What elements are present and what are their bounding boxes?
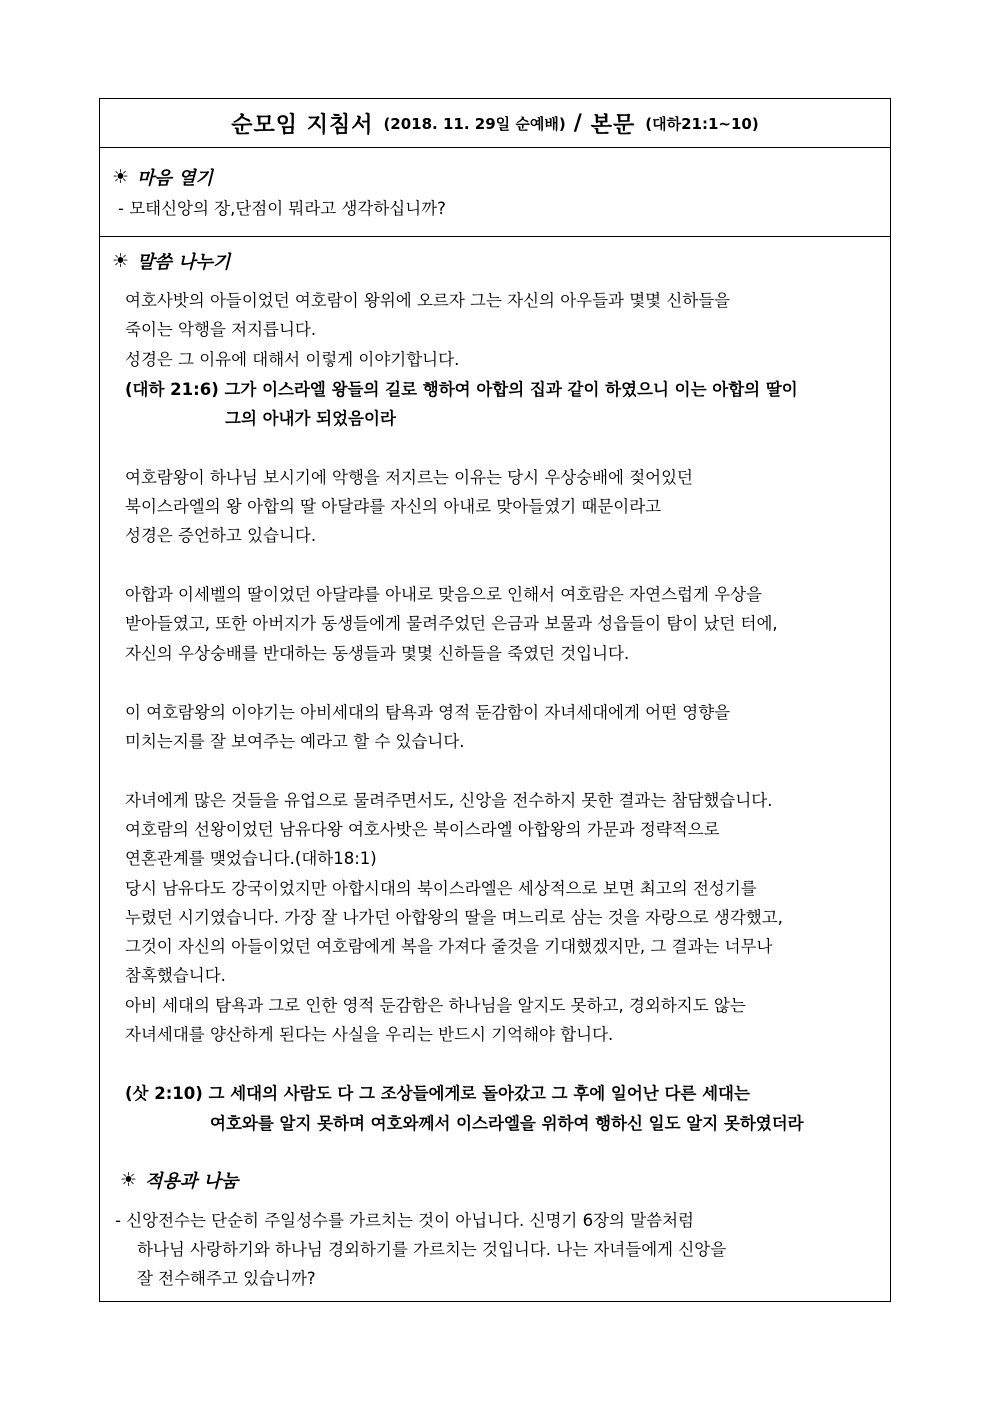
word-heading	[112, 248, 230, 274]
word-p1-line: 성경은 그 이유에 대해서 이렇게 이야기합니다.	[125, 350, 460, 369]
word-p5-line: 아비 세대의 탐욕과 그로 인한 영적 둔감함은 하나님을 알지도 못하고, 경외하지도 않는	[125, 996, 746, 1015]
title-date: (2018. 11. 29일 순예배)	[383, 114, 566, 133]
scripture-quote-1: (대하 21:6) 그가 이스라엘 왕들의 길로 행하여 아합의 집과 같이 하였으니 이는 아합의 딸이	[125, 380, 798, 399]
word-p5-line: 당시 남유다도 강국이었지만 아합시대의 북이스라엘은 세상적으로 보면 최고의 전성기를	[125, 879, 757, 898]
scripture-quote-2: (삿 2:10) 그 세대의 사람도 다 그 조상들에게로 돌아갔고 그 후에 일어난 다른 세대는	[125, 1084, 750, 1103]
word-p4-line: 이 여호람왕의 이야기는 아비세대의 탐욕과 영적 둔감함이 자녀세대에게 어떤 영향을	[125, 703, 731, 722]
sun-icon: ☀	[120, 1169, 138, 1191]
word-p5-line: 그것이 자신의 아들이었던 여호람에게 복을 가져다 줄것을 기대했겠지만, 그 결과는 너무나	[125, 937, 773, 956]
word-p5-line: 누렸던 시기였습니다. 가장 잘 나가던 아합왕의 딸을 며느리로 삼는 것을 자랑으로 생각했고,	[125, 908, 783, 927]
word-p5-line: 자녀에게 많은 것들을 유업으로 물려주면서도, 신앙을 전수하지 못한 결과는 참담했습니다.	[125, 791, 773, 810]
title-bar	[100, 99, 890, 148]
title-text-label: 본문	[590, 112, 636, 138]
scripture-quote-1: 그의 아내가 되었음이라	[225, 409, 396, 428]
word-p5-line: 자녀세대를 양산하게 된다는 사실을 우리는 반드시 기억해야 합니다.	[125, 1025, 614, 1044]
title-reference: (대하21:1~10)	[645, 114, 759, 133]
sun-icon: ☀	[112, 250, 130, 272]
opening-heading-text: 마음 열기	[137, 168, 213, 189]
word-p2-line: 성경은 증언하고 있습니다.	[125, 526, 317, 545]
word-p1-line: 죽이는 악행을 저지릅니다.	[125, 320, 317, 339]
word-p5-line: 여호람의 선왕이었던 남유다왕 여호사밧은 북이스라엘 아합왕의 가문과 정략적으로	[125, 820, 720, 839]
apply-line: 잘 전수해주고 있습니까?	[137, 1269, 316, 1288]
scripture-quote-2: 여호와를 알지 못하며 여호와께서 이스라엘을 위하여 행하신 일도 알지 못하였더라	[210, 1114, 804, 1133]
section-opening	[100, 148, 890, 237]
word-p3-line: 자신의 우상숭배를 반대하는 동생들과 몇몇 신하들을 죽였던 것입니다.	[125, 644, 630, 663]
word-p3-line: 받아들였고, 또한 아버지가 동생들에게 물려주었던 은금과 보물과 성읍들이 탐이 났던 터에,	[125, 614, 778, 633]
word-p2-line: 북이스라엘의 왕 아합의 딸 아달랴를 자신의 아내로 맞아들였기 때문이라고	[125, 497, 662, 516]
word-p2-line: 여호람왕이 하나님 보시기에 악행을 저지르는 이유는 당시 우상숭배에 젖어있던	[125, 468, 693, 487]
apply-line: 하나님 사랑하기와 하나님 경외하기를 가르치는 것입니다. 나는 자녀들에게 신앙을	[137, 1240, 727, 1259]
apply-heading-text: 적용과 나눔	[145, 1171, 239, 1192]
word-heading-text: 말씀 나누기	[137, 252, 231, 273]
title-slash: /	[573, 110, 583, 136]
word-p3-line: 아합과 이세벨의 딸이었던 아달랴를 아내로 맞음으로 인해서 여호람은 자연스럽게 우상을	[125, 585, 762, 604]
word-p5-line: 참혹했습니다.	[125, 966, 226, 985]
sun-icon: ☀	[112, 166, 130, 188]
opening-heading	[112, 164, 213, 190]
opening-question: - 모태신앙의 장,단점이 뭐라고 생각하십니까?	[118, 199, 446, 218]
apply-line: - 신앙전수는 단순히 주일성수를 가르치는 것이 아닙니다. 신명기 6장의 말씀처럼	[115, 1211, 694, 1230]
word-p4-line: 미치는지를 잘 보여주는 예라고 할 수 있습니다.	[125, 732, 465, 751]
guide-frame	[99, 98, 891, 1302]
page-title: 순모임 지침서	[231, 112, 374, 138]
word-p5-line: 연혼관계를 맺었습니다.(대하18:1)	[125, 849, 377, 868]
word-p1-line: 여호사밧의 아들이었던 여호람이 왕위에 오르자 그는 자신의 아우들과 몇몇 신하들을	[125, 291, 731, 310]
apply-heading	[120, 1167, 238, 1193]
